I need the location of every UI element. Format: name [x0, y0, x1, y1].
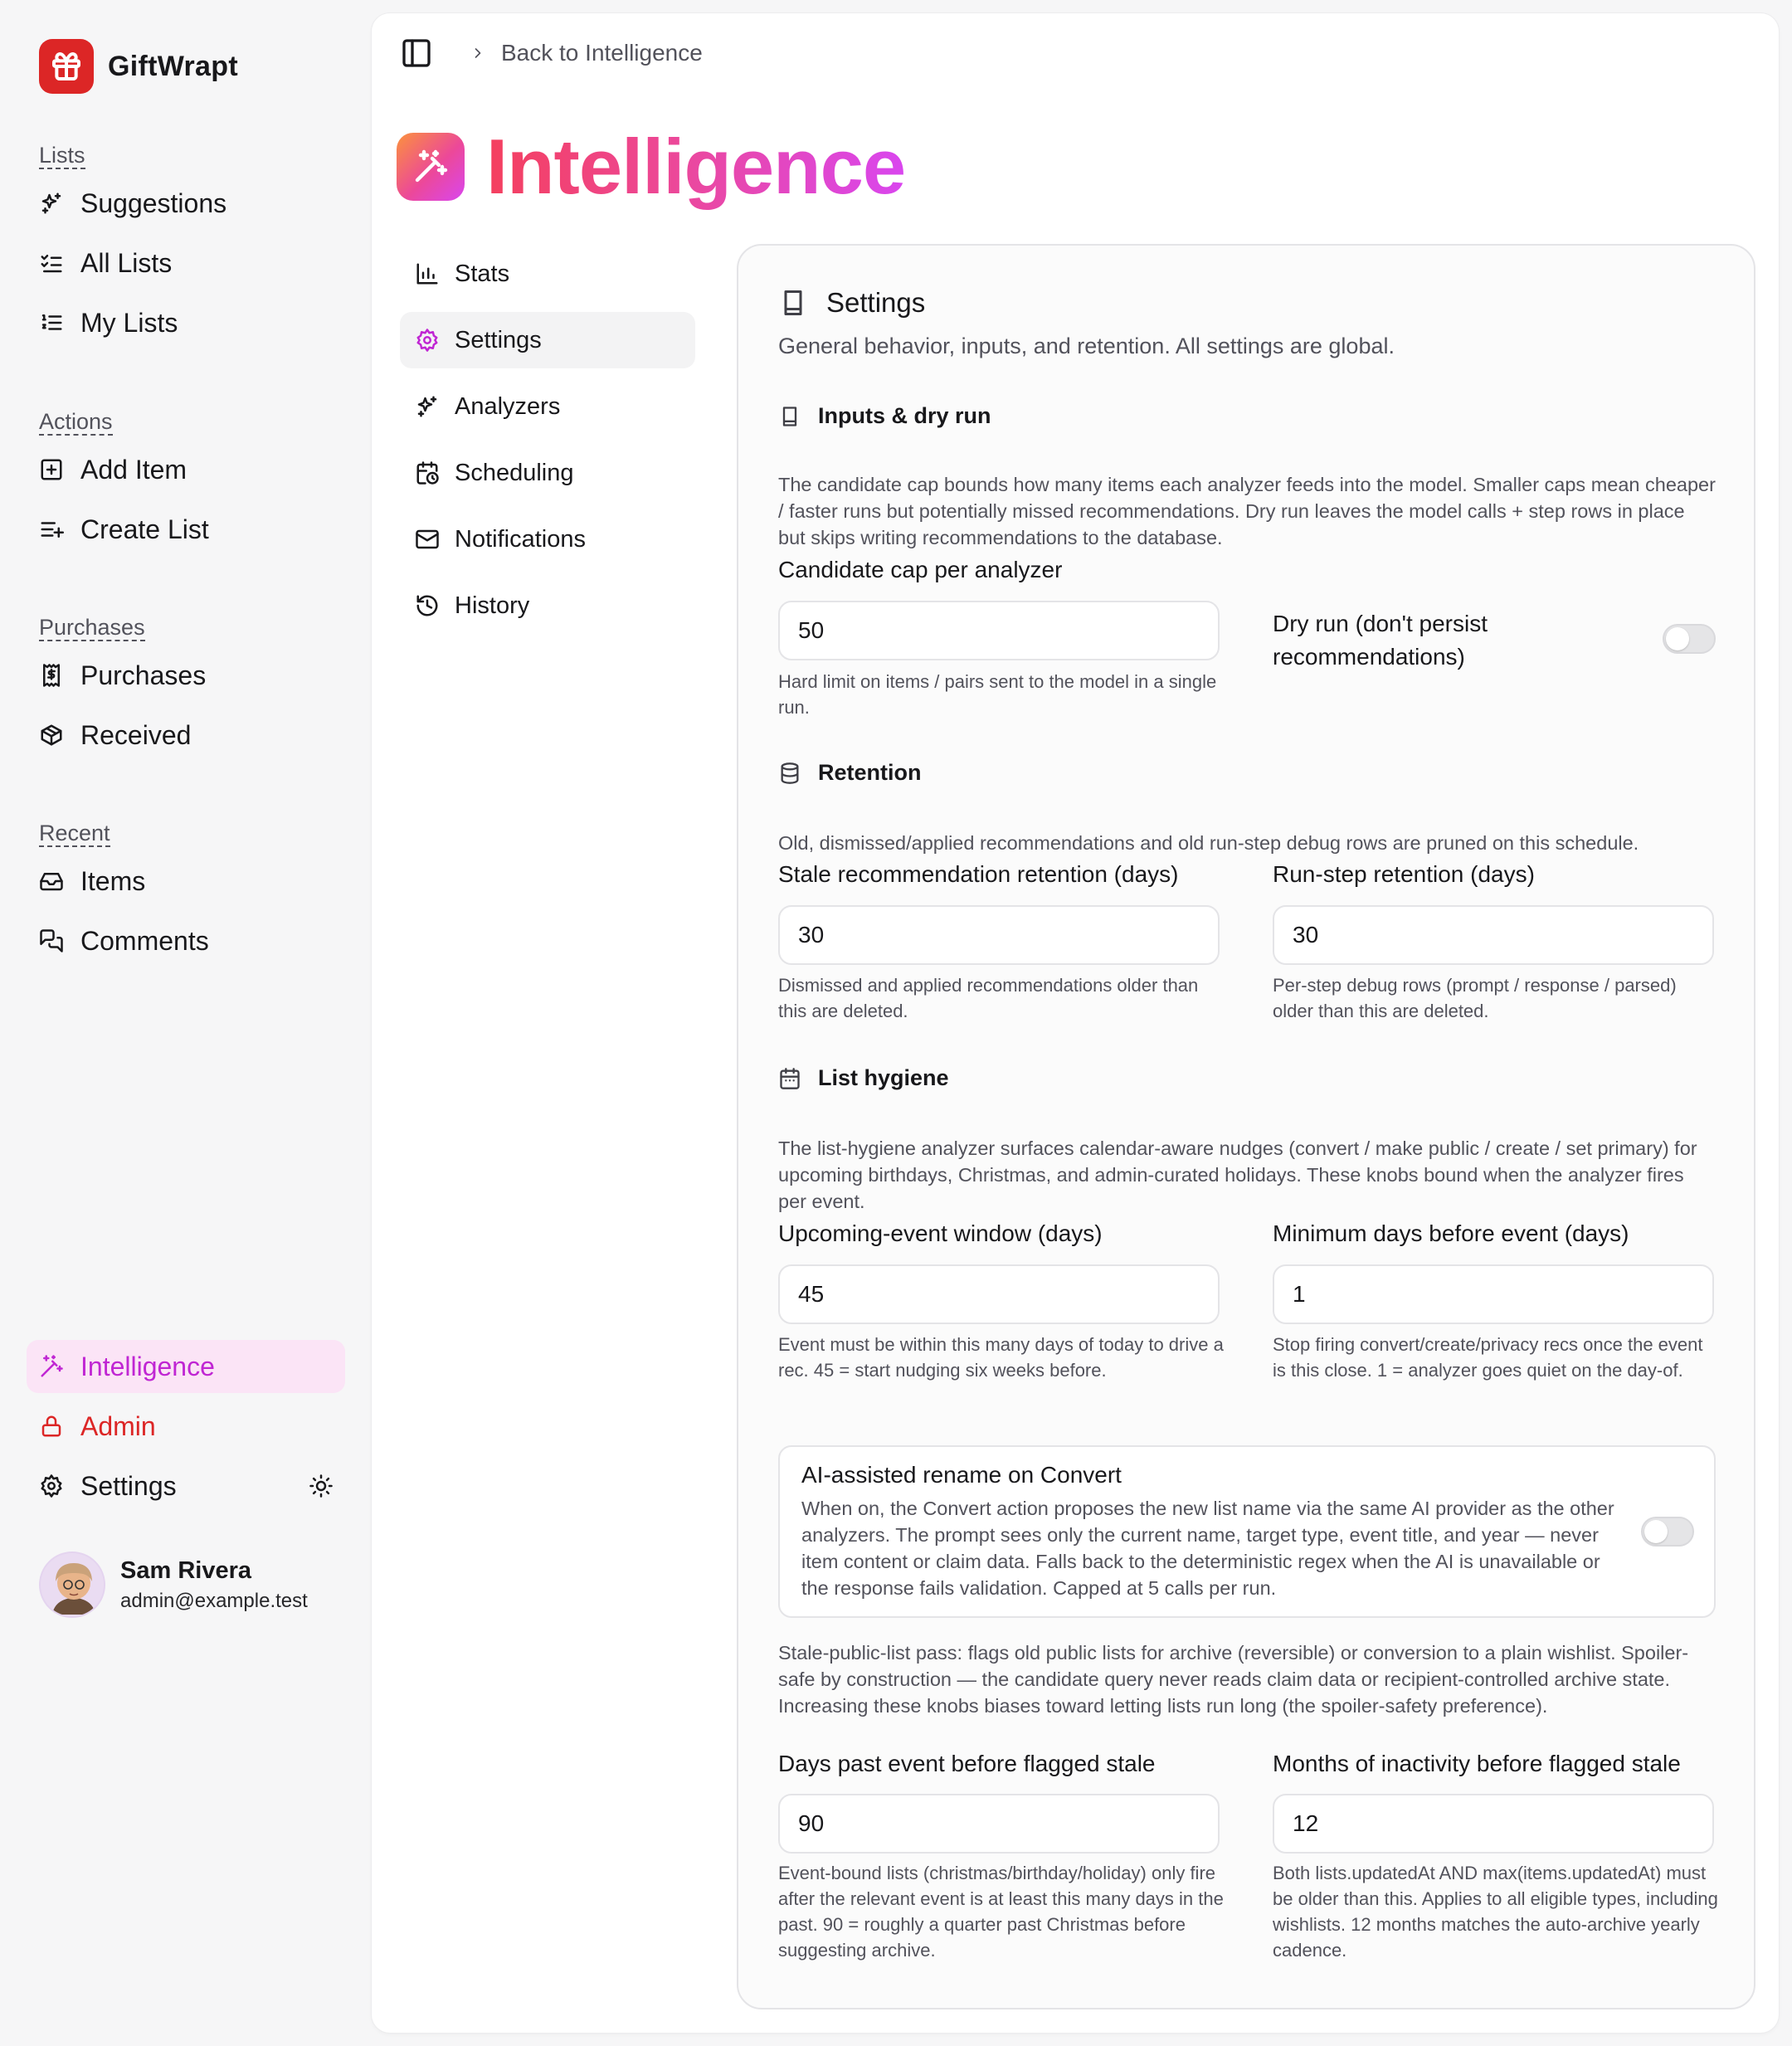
panel-left-icon	[400, 37, 433, 70]
tab-label: Scheduling	[455, 459, 574, 486]
tab-notifications[interactable]	[400, 511, 695, 568]
wand-sparkles-icon	[39, 1354, 64, 1379]
cog-icon	[415, 328, 440, 353]
field-hint: Event-bound lists (christmas/birthday/holiday) only fire after the relevant event is at least this many days in the past. 90 = roughly a quarter past Christmas before suggesting archive.	[778, 1863, 1224, 1961]
list-plus-icon	[39, 517, 64, 542]
sidebar-item-label: My Lists	[80, 307, 178, 338]
tab-label: Stats	[455, 260, 510, 287]
field-label: Days past event before flagged stale	[778, 1751, 1156, 1776]
ai-rename-description: When on, the Convert action proposes the new list name via the same AI provider as the other analyzers. The prompt sees only the current name, target type, event title, and year — never item content or claim data. Falls back to the deterministic regex when the AI is unavailable or the response fails validation. Capped at 5 calls per run.	[801, 1498, 1614, 1599]
database-icon	[778, 762, 801, 785]
messages-icon	[39, 928, 64, 953]
dry-run-label: Dry run (don't persist recommendations)	[1273, 611, 1488, 670]
field-label: Upcoming-event window (days)	[778, 1220, 1103, 1246]
candidate-cap-input[interactable]: 50	[778, 601, 1220, 660]
tab-label: Notifications	[455, 525, 586, 553]
tab-stats[interactable]	[400, 246, 695, 302]
user-name: Sam Rivera	[120, 1556, 251, 1584]
sidebar-item-label: Add Item	[80, 454, 187, 485]
field-label: Months of inactivity before flagged stale	[1273, 1751, 1681, 1776]
months-inactivity-input[interactable]: 12	[1273, 1794, 1714, 1854]
field-hint: Stop firing convert/create/privacy recs once the event is this close. 1 = analyzer goes quiet on the day-of.	[1273, 1334, 1703, 1381]
stale-pass-description: Stale-public-list pass: flags old public lists for archive (reversible) or conversion to a plain wishlist. Spoiler-safe by construction — the candidate query never reads claim data or recipient-controlled archive state. Increasing these knobs biases toward letting lists run long (the spoiler-safety preference).	[778, 1642, 1689, 1717]
lock-icon	[39, 1414, 64, 1439]
section-description: The list-hygiene analyzer surfaces calendar-aware nudges (convert / make public / create / set primary) for upcoming birthdays, Christmas, and admin-curated holidays. These knobs bound when the analyzer fires per event.	[778, 1137, 1697, 1212]
field-hint: Dismissed and applied recommendations older than this are deleted.	[778, 975, 1199, 1021]
card-title: Settings	[826, 287, 926, 318]
sidebar-item-comments[interactable]	[39, 911, 209, 971]
plus-square-icon	[39, 457, 64, 482]
min-days-input[interactable]: 1	[1273, 1264, 1714, 1324]
calendar-icon	[778, 1067, 801, 1090]
section-retention	[778, 760, 922, 786]
breadcrumb[interactable]: Back to Intelligence	[501, 40, 703, 66]
avatar	[39, 1552, 105, 1618]
tab-history[interactable]	[400, 577, 695, 634]
days-past-event-input[interactable]: 90	[778, 1794, 1220, 1854]
section-title: Retention	[818, 760, 922, 785]
sidebar-item-create-list[interactable]	[39, 499, 209, 559]
tab-label: Settings	[455, 326, 542, 353]
section-title: Inputs & dry run	[818, 403, 991, 428]
nav-group-recent	[39, 821, 209, 971]
sidebar-item-all-lists[interactable]	[39, 233, 226, 293]
field-hint: Hard limit on items / pairs sent to the model in a single run.	[778, 671, 1217, 718]
sidebar-item-label: All Lists	[80, 247, 173, 278]
nav-heading-actions: Actions	[39, 409, 113, 434]
tab-label: History	[455, 592, 530, 619]
event-window-input[interactable]: 45	[778, 1264, 1220, 1324]
section-description: Old, dismissed/applied recommendations and old run-step debug rows are pruned on this schedule.	[778, 832, 1639, 854]
chevron-right-icon	[470, 45, 486, 61]
field-hint: Per-step debug rows (prompt / response / parsed) older than this are deleted.	[1273, 975, 1677, 1021]
bar-chart-icon	[415, 261, 440, 286]
ai-rename-title: AI-assisted rename on Convert	[801, 1462, 1122, 1488]
sidebar-item-label: Intelligence	[80, 1351, 215, 1381]
settings-panel-icon	[778, 405, 801, 428]
sidebar-item-label: Settings	[80, 1470, 177, 1501]
section-description: The candidate cap bounds how many items each analyzer feeds into the model. Smaller caps mean cheaper / faster runs but potentially missed recommendations. Dry run leaves the model calls + step rows in place but skips writing recommendations to the database.	[778, 474, 1716, 548]
sidebar-item-label: Items	[80, 865, 146, 896]
sidebar-item-items[interactable]	[39, 851, 209, 911]
field-label: Run-step retention (days)	[1273, 861, 1535, 887]
section-list-hygiene	[778, 1065, 949, 1091]
brand[interactable]	[39, 39, 238, 94]
sidebar-item-label: Create List	[80, 514, 209, 544]
run-step-retention-input[interactable]: 30	[1273, 905, 1714, 965]
nav-heading-lists: Lists	[39, 143, 85, 168]
sun-icon[interactable]	[309, 1474, 334, 1498]
package-icon	[39, 723, 64, 748]
card-subtitle: General behavior, inputs, and retention. All settings are global.	[778, 334, 1395, 358]
gift-icon	[39, 39, 94, 94]
settings-panel-icon	[778, 288, 808, 318]
wand-sparkles-icon	[397, 133, 465, 201]
user-profile[interactable]	[39, 1552, 308, 1618]
field-label: Minimum days before event (days)	[1273, 1220, 1629, 1246]
page-title: Intelligence	[486, 121, 905, 212]
sidebar-item-label: Purchases	[80, 660, 207, 690]
sparkles-icon	[415, 394, 440, 419]
nav-heading-purchases: Purchases	[39, 615, 145, 640]
section-inputs	[778, 403, 991, 429]
sidebar-item-label: Admin	[80, 1410, 156, 1441]
tab-analyzers[interactable]	[400, 378, 695, 435]
topbar	[400, 37, 703, 70]
sidebar-item-my-lists[interactable]	[39, 293, 226, 353]
sidebar-item-intelligence[interactable]	[27, 1340, 345, 1393]
ai-rename-toggle[interactable]	[1641, 1517, 1694, 1547]
sidebar-item-received[interactable]	[39, 705, 206, 765]
cog-icon	[39, 1474, 64, 1498]
settings-card-header	[778, 287, 925, 319]
tab-settings[interactable]	[400, 312, 695, 368]
sparkles-icon	[39, 191, 64, 216]
receipt-icon	[39, 663, 64, 688]
sidebar-toggle-button[interactable]	[400, 37, 433, 70]
sidebar-item-suggestions[interactable]	[39, 173, 226, 233]
sidebar-item-label: Comments	[80, 925, 209, 956]
list-checks-icon	[39, 251, 64, 275]
tab-label: Analyzers	[455, 392, 561, 420]
nav-group-purchases	[39, 615, 206, 765]
calendar-clock-icon	[415, 460, 440, 485]
field-label: Stale recommendation retention (days)	[778, 861, 1179, 887]
tab-scheduling[interactable]	[400, 445, 695, 501]
main-panel	[372, 13, 1779, 2033]
brand-name: GiftWrapt	[108, 50, 238, 82]
sidebar-item-label: Received	[80, 719, 192, 750]
stale-retention-input[interactable]: 30	[778, 905, 1220, 965]
sidebar-item-settings[interactable]	[27, 1459, 345, 1513]
sidebar-footer	[27, 1340, 345, 1519]
page-header	[397, 121, 905, 212]
history-icon	[415, 593, 440, 618]
ai-rename-box	[778, 1445, 1716, 1618]
field-label: Candidate cap per analyzer	[778, 557, 1063, 582]
dry-run-toggle[interactable]	[1663, 624, 1716, 654]
settings-card	[737, 244, 1755, 2009]
inbox-icon	[39, 869, 64, 894]
list-ordered-icon	[39, 310, 64, 335]
section-title: List hygiene	[818, 1065, 949, 1090]
sidebar-item-add-item[interactable]	[39, 440, 209, 499]
mail-icon	[415, 527, 440, 552]
nav-group-lists	[39, 143, 226, 353]
nav-group-actions	[39, 409, 209, 559]
user-email: admin@example.test	[120, 1589, 308, 1612]
field-hint: Event must be within this many days of today to drive a rec. 45 = start nudging six weeks before.	[778, 1334, 1224, 1381]
sidebar-item-purchases[interactable]	[39, 645, 206, 705]
settings-subnav	[400, 246, 695, 644]
field-hint: Both lists.updatedAt AND max(items.updatedAt) must be older than this. Applies to all eligible types, including wishlists. 12 months matches the auto-archive yearly cadence.	[1273, 1863, 1718, 1961]
sidebar-item-label: Suggestions	[80, 188, 227, 218]
nav-heading-recent: Recent	[39, 821, 110, 845]
sidebar-item-admin[interactable]	[27, 1400, 345, 1453]
